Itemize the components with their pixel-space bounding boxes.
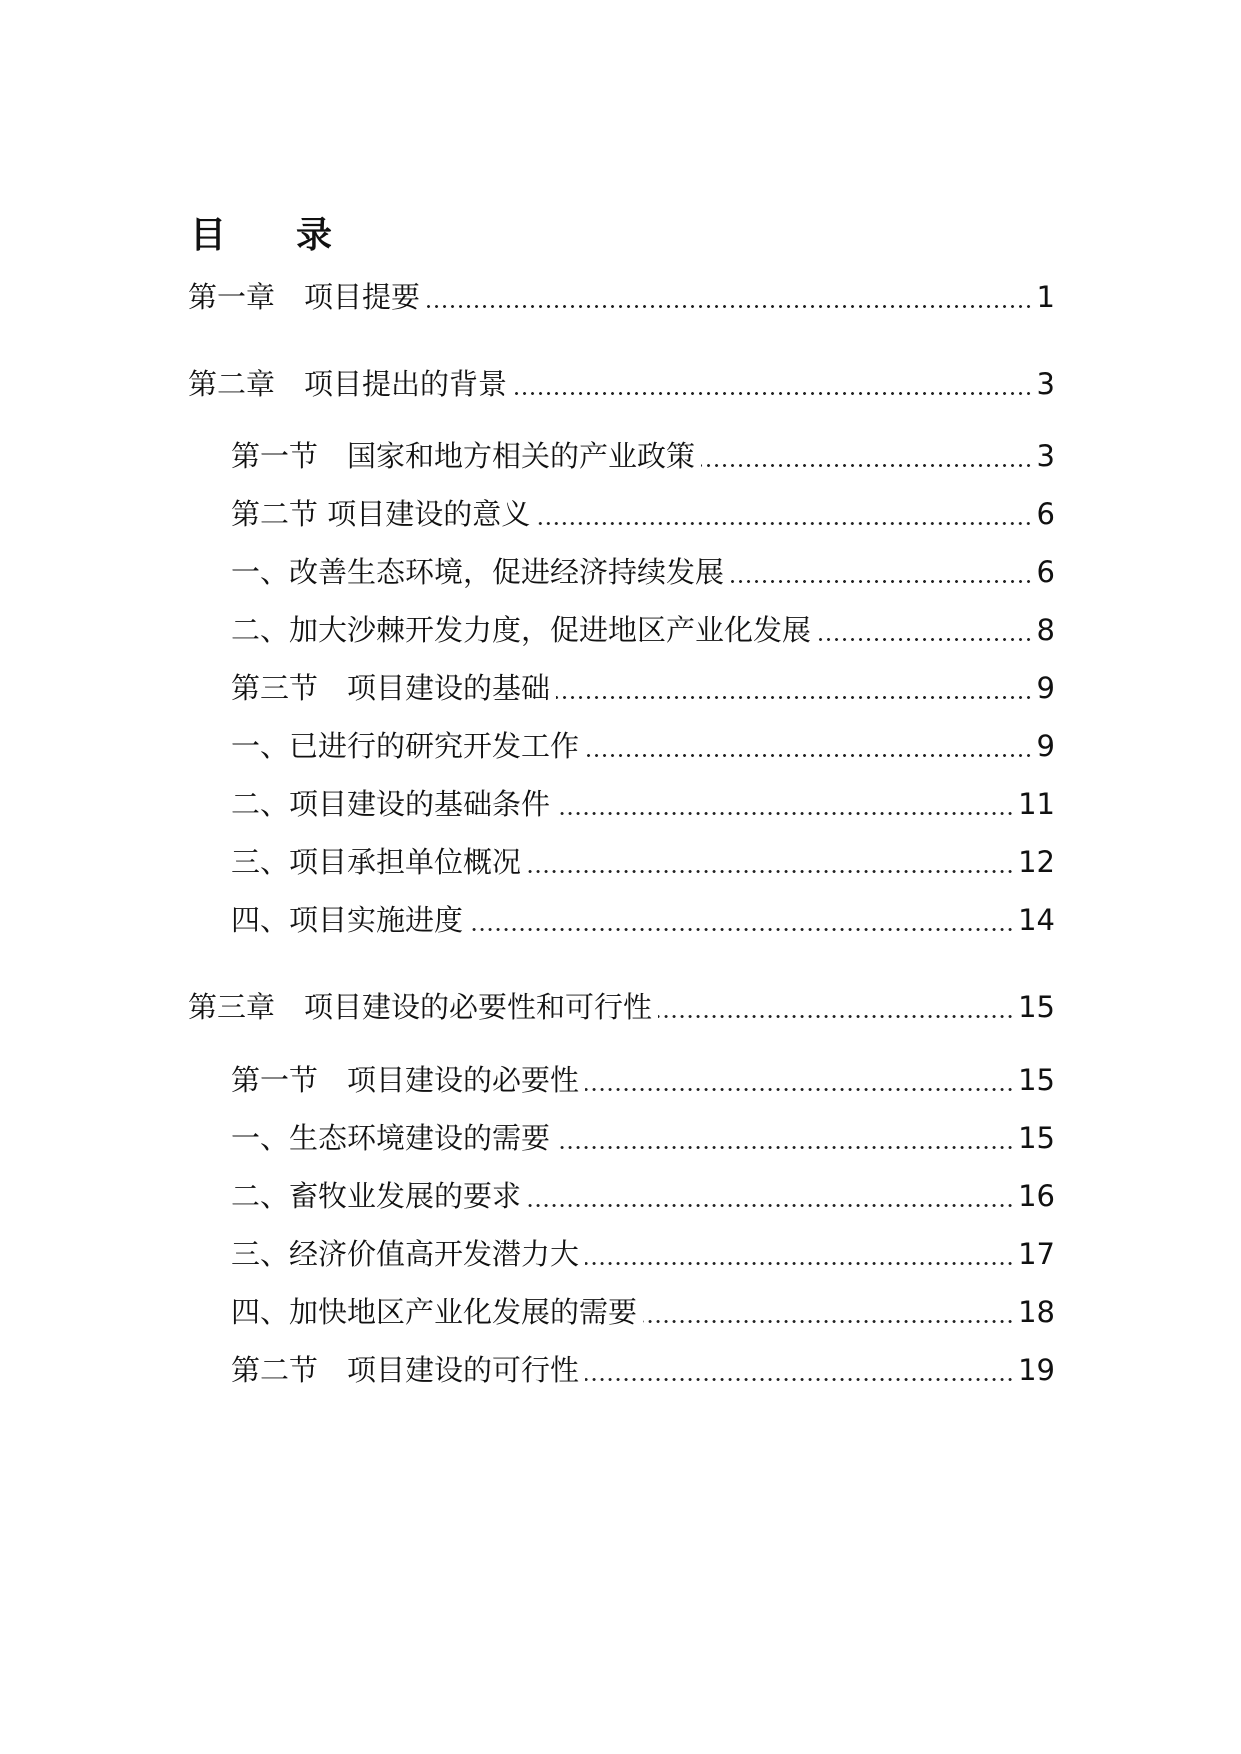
toc-page-number: 6 xyxy=(1036,497,1055,531)
toc-entry-label: 第一节 项目建设的必要性 xyxy=(231,1063,580,1097)
toc-dot-leader xyxy=(469,928,1014,931)
toc-page-number: 3 xyxy=(1036,367,1055,401)
toc-entry-label: 一、生态环境建设的需要 xyxy=(231,1121,551,1155)
toc-page-number: 19 xyxy=(1018,1353,1055,1387)
toc-page-number: 17 xyxy=(1018,1237,1055,1271)
toc-dot-leader xyxy=(585,1088,1014,1091)
toc-entry-label: 三、经济价值高开发潜力大 xyxy=(231,1237,580,1271)
toc-page-number: 9 xyxy=(1036,729,1055,763)
toc-entry-label: 第二章 项目提出的背景 xyxy=(188,367,508,401)
toc-entry[interactable] xyxy=(231,1234,1055,1274)
toc-entry[interactable] xyxy=(231,842,1055,882)
toc-entry[interactable] xyxy=(231,668,1055,708)
toc-page-number: 18 xyxy=(1018,1295,1055,1329)
toc-page-number: 14 xyxy=(1018,903,1055,937)
toc-entry[interactable] xyxy=(231,552,1055,592)
toc-entry-label: 第二节 项目建设的意义 xyxy=(231,497,531,531)
toc-entry-label: 一、改善生态环境，促进经济持续发展 xyxy=(231,555,725,589)
toc-dot-leader xyxy=(556,696,1033,699)
toc-dot-leader xyxy=(817,638,1033,641)
toc-title: 目录 xyxy=(190,215,403,256)
toc-entry[interactable] xyxy=(231,900,1055,940)
toc-entry-label: 二、加大沙棘开发力度，促进地区产业化发展 xyxy=(231,613,812,647)
toc-dot-leader xyxy=(643,1320,1014,1323)
toc-entry[interactable] xyxy=(188,987,1055,1027)
toc-dot-leader xyxy=(426,305,1033,308)
toc-entry[interactable] xyxy=(231,1060,1055,1100)
toc-entry[interactable] xyxy=(231,784,1055,824)
toc-entry[interactable] xyxy=(231,1118,1055,1158)
toc-page-number: 9 xyxy=(1036,671,1055,705)
toc-dot-leader xyxy=(585,754,1033,757)
toc-dot-leader xyxy=(730,580,1033,583)
toc-dot-leader xyxy=(527,870,1014,873)
toc-entry-label: 二、畜牧业发展的要求 xyxy=(231,1179,522,1213)
toc-dot-leader xyxy=(658,1015,1014,1018)
toc-dot-leader xyxy=(536,522,1032,525)
toc-dot-leader xyxy=(556,1146,1014,1149)
toc-entry-label: 第二节 项目建设的可行性 xyxy=(231,1353,580,1387)
toc-page-number: 15 xyxy=(1018,1063,1055,1097)
toc-entry-label: 一、已进行的研究开发工作 xyxy=(231,729,580,763)
toc-entry-label: 第三章 项目建设的必要性和可行性 xyxy=(188,990,653,1024)
toc-entry-label: 二、项目建设的基础条件 xyxy=(231,787,551,821)
toc-dot-leader xyxy=(585,1378,1014,1381)
toc-entry-label: 四、项目实施进度 xyxy=(231,903,464,937)
toc-entry[interactable] xyxy=(231,494,1055,534)
toc-page-number: 11 xyxy=(1018,787,1055,821)
toc-entry-label: 四、加快地区产业化发展的需要 xyxy=(231,1295,638,1329)
toc-entry-label: 第一节 国家和地方相关的产业政策 xyxy=(231,439,696,473)
toc-entry-label: 第一章 项目提要 xyxy=(188,280,421,314)
toc-page-number: 8 xyxy=(1036,613,1055,647)
toc-entry[interactable] xyxy=(231,436,1055,476)
toc-dot-leader xyxy=(701,464,1033,467)
toc-page-number: 16 xyxy=(1018,1179,1055,1213)
toc-page-number: 3 xyxy=(1036,439,1055,473)
toc-page-number: 12 xyxy=(1018,845,1055,879)
toc-page-number: 1 xyxy=(1036,280,1055,314)
toc-dot-leader xyxy=(556,812,1014,815)
toc-entry[interactable] xyxy=(188,277,1055,317)
toc-entry[interactable] xyxy=(231,726,1055,766)
toc-page-number: 15 xyxy=(1018,1121,1055,1155)
toc-entry[interactable] xyxy=(231,1350,1055,1390)
toc-page-number: 6 xyxy=(1036,555,1055,589)
toc-dot-leader xyxy=(585,1262,1014,1265)
toc-dot-leader xyxy=(513,392,1033,395)
toc-entry-label: 第三节 项目建设的基础 xyxy=(231,671,551,705)
toc-entry[interactable] xyxy=(231,1176,1055,1216)
toc-entry[interactable] xyxy=(231,610,1055,650)
toc-entry[interactable] xyxy=(188,364,1055,404)
toc-page-number: 15 xyxy=(1018,990,1055,1024)
toc-entry[interactable] xyxy=(231,1292,1055,1332)
toc-dot-leader xyxy=(527,1204,1014,1207)
toc-entry-label: 三、项目承担单位概况 xyxy=(231,845,522,879)
